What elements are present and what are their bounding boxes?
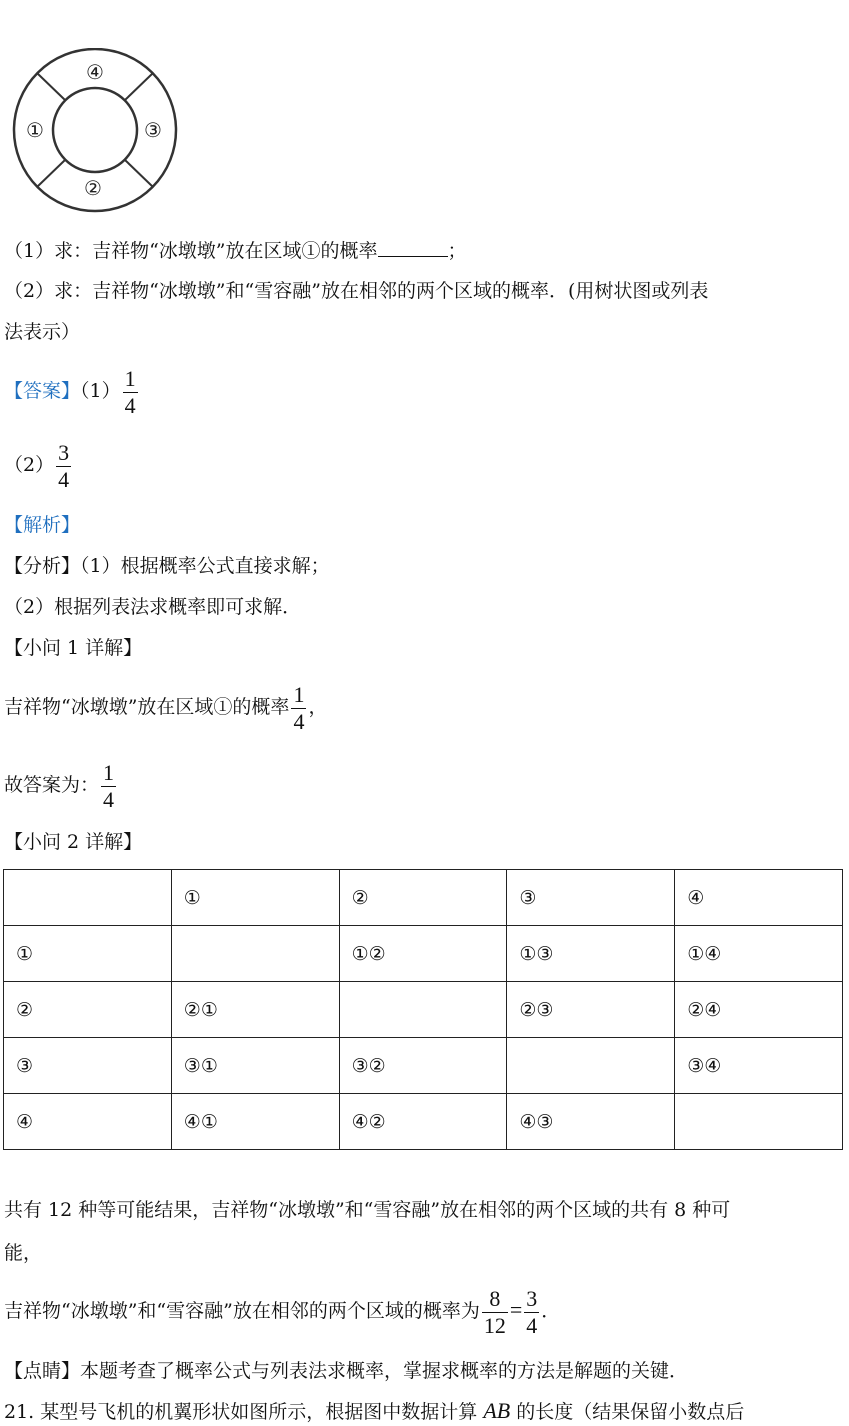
answer-blank	[378, 236, 448, 257]
sub-question-2-title: 【小问 2 详解】	[4, 831, 143, 853]
equals-sign: =	[509, 1297, 523, 1322]
sub-question-1-end: ，	[308, 696, 328, 718]
answer-part-2-prefix: （2）	[4, 454, 55, 476]
table-cell: ③④	[675, 1038, 843, 1094]
region-1-label: ①	[26, 118, 44, 142]
conclusion-fraction-2	[524, 1286, 539, 1339]
table-cell: ②	[339, 870, 507, 926]
table-cell	[171, 926, 339, 982]
table-cell: ②①	[171, 982, 339, 1038]
region-2-label: ②	[84, 176, 102, 200]
conclusion-fraction-1	[482, 1286, 508, 1339]
region-3-label: ③	[144, 118, 162, 142]
table-cell: ①③	[507, 926, 675, 982]
question-21-suffix: 的长度（结果保留小数点后	[516, 1401, 745, 1423]
fraction-numerator: 1	[293, 681, 305, 707]
table-cell: ③②	[339, 1038, 507, 1094]
table-cell: ①	[171, 870, 339, 926]
fraction-denominator: 4	[293, 708, 305, 734]
sub-question-1-answer-label: 故答案为：	[4, 774, 100, 796]
conclusion-sentence: 吉祥物“冰墩墩”和“雪容融”放在相邻的两个区域的概率为	[4, 1300, 480, 1322]
table-cell: ③①	[171, 1038, 339, 1094]
fraction-denominator: 4	[103, 786, 115, 812]
table-row	[4, 870, 843, 926]
table-cell	[507, 1038, 675, 1094]
table-cell: ④	[4, 1094, 172, 1150]
table-cell: ①	[4, 926, 172, 982]
question-21-var: AB	[483, 1398, 511, 1423]
table-cell	[4, 870, 172, 926]
answer-part-1-fraction	[123, 366, 138, 419]
sub-question-1-answer	[4, 758, 118, 813]
table-row	[4, 1094, 843, 1150]
answer-label: 【答案】	[4, 380, 81, 402]
sub-question-1-answer-fraction	[101, 760, 116, 813]
table-cell: ④③	[507, 1094, 675, 1150]
fraction-numerator: 3	[58, 439, 70, 465]
outcome-table	[3, 869, 843, 1150]
table-cell: ④①	[171, 1094, 339, 1150]
sub-question-1-fraction	[291, 682, 306, 735]
question-1	[4, 236, 467, 264]
question-2-line-2: 法表示）	[4, 321, 81, 343]
table-cell: ②	[4, 982, 172, 1038]
table-cell	[675, 1094, 843, 1150]
conclusion-line-3	[4, 1283, 560, 1339]
question-1-end: ；	[447, 240, 467, 262]
analysis-fenxi-2: （2）根据列表法求概率即可求解．	[4, 596, 302, 618]
question-21	[4, 1398, 744, 1425]
table-cell	[339, 982, 507, 1038]
answer-part-1	[4, 364, 140, 419]
question-1-text: （1）求：吉祥物“冰墩墩”放在区域①的概率	[4, 240, 378, 262]
question-21-prefix: 21. 某型号飞机的机翼形状如图所示，根据图中数据计算	[4, 1401, 478, 1423]
dianjing: 【点睛】本题考查了概率公式与列表法求概率，掌握求概率的方法是解题的关键．	[4, 1360, 689, 1382]
analysis-label: 【解析】	[4, 514, 81, 536]
fraction-numerator: 1	[103, 759, 115, 785]
table-cell: ①②	[339, 926, 507, 982]
conclusion-end: ．	[541, 1300, 561, 1322]
answer-part-1-prefix: （1）	[80, 380, 121, 402]
fraction-denominator: 4	[58, 466, 70, 492]
fraction-numerator: 8	[489, 1285, 501, 1311]
table-cell: ②④	[675, 982, 843, 1038]
sub-question-1-sentence: 吉祥物“冰墩墩”放在区域①的概率	[4, 696, 290, 718]
table-cell: ④	[675, 870, 843, 926]
fraction-numerator: 3	[526, 1285, 538, 1311]
table-cell: ③	[507, 870, 675, 926]
question-2-line-1: （2）求：吉祥物“冰墩墩”和“雪容融”放在相邻的两个区域的概率．(用树状图或列表	[4, 280, 709, 302]
conclusion-line-2: 能，	[4, 1242, 43, 1264]
fraction-denominator: 4	[124, 392, 136, 418]
table-cell: ④②	[339, 1094, 507, 1150]
sub-question-1-title: 【小问 1 详解】	[4, 637, 143, 659]
table-row	[4, 1038, 843, 1094]
answer-part-2-fraction	[56, 440, 71, 493]
table-cell: ②③	[507, 982, 675, 1038]
ring-diagram	[8, 48, 184, 216]
fraction-denominator: 4	[526, 1312, 538, 1338]
region-4-label: ④	[86, 60, 104, 84]
analysis-fenxi: 【分析】（1）根据概率公式直接求解；	[4, 555, 330, 577]
table-cell: ③	[4, 1038, 172, 1094]
table-row	[4, 982, 843, 1038]
fraction-numerator: 1	[124, 365, 136, 391]
table-row	[4, 926, 843, 982]
sub-question-1-text	[4, 680, 327, 735]
table-cell: ①④	[675, 926, 843, 982]
answer-part-2	[4, 438, 73, 493]
fraction-denominator: 12	[483, 1312, 506, 1338]
conclusion-line-1: 共有 12 种等可能结果，吉祥物“冰墩墩”和“雪容融”放在相邻的两个区域的共有 8 种可	[4, 1199, 731, 1221]
